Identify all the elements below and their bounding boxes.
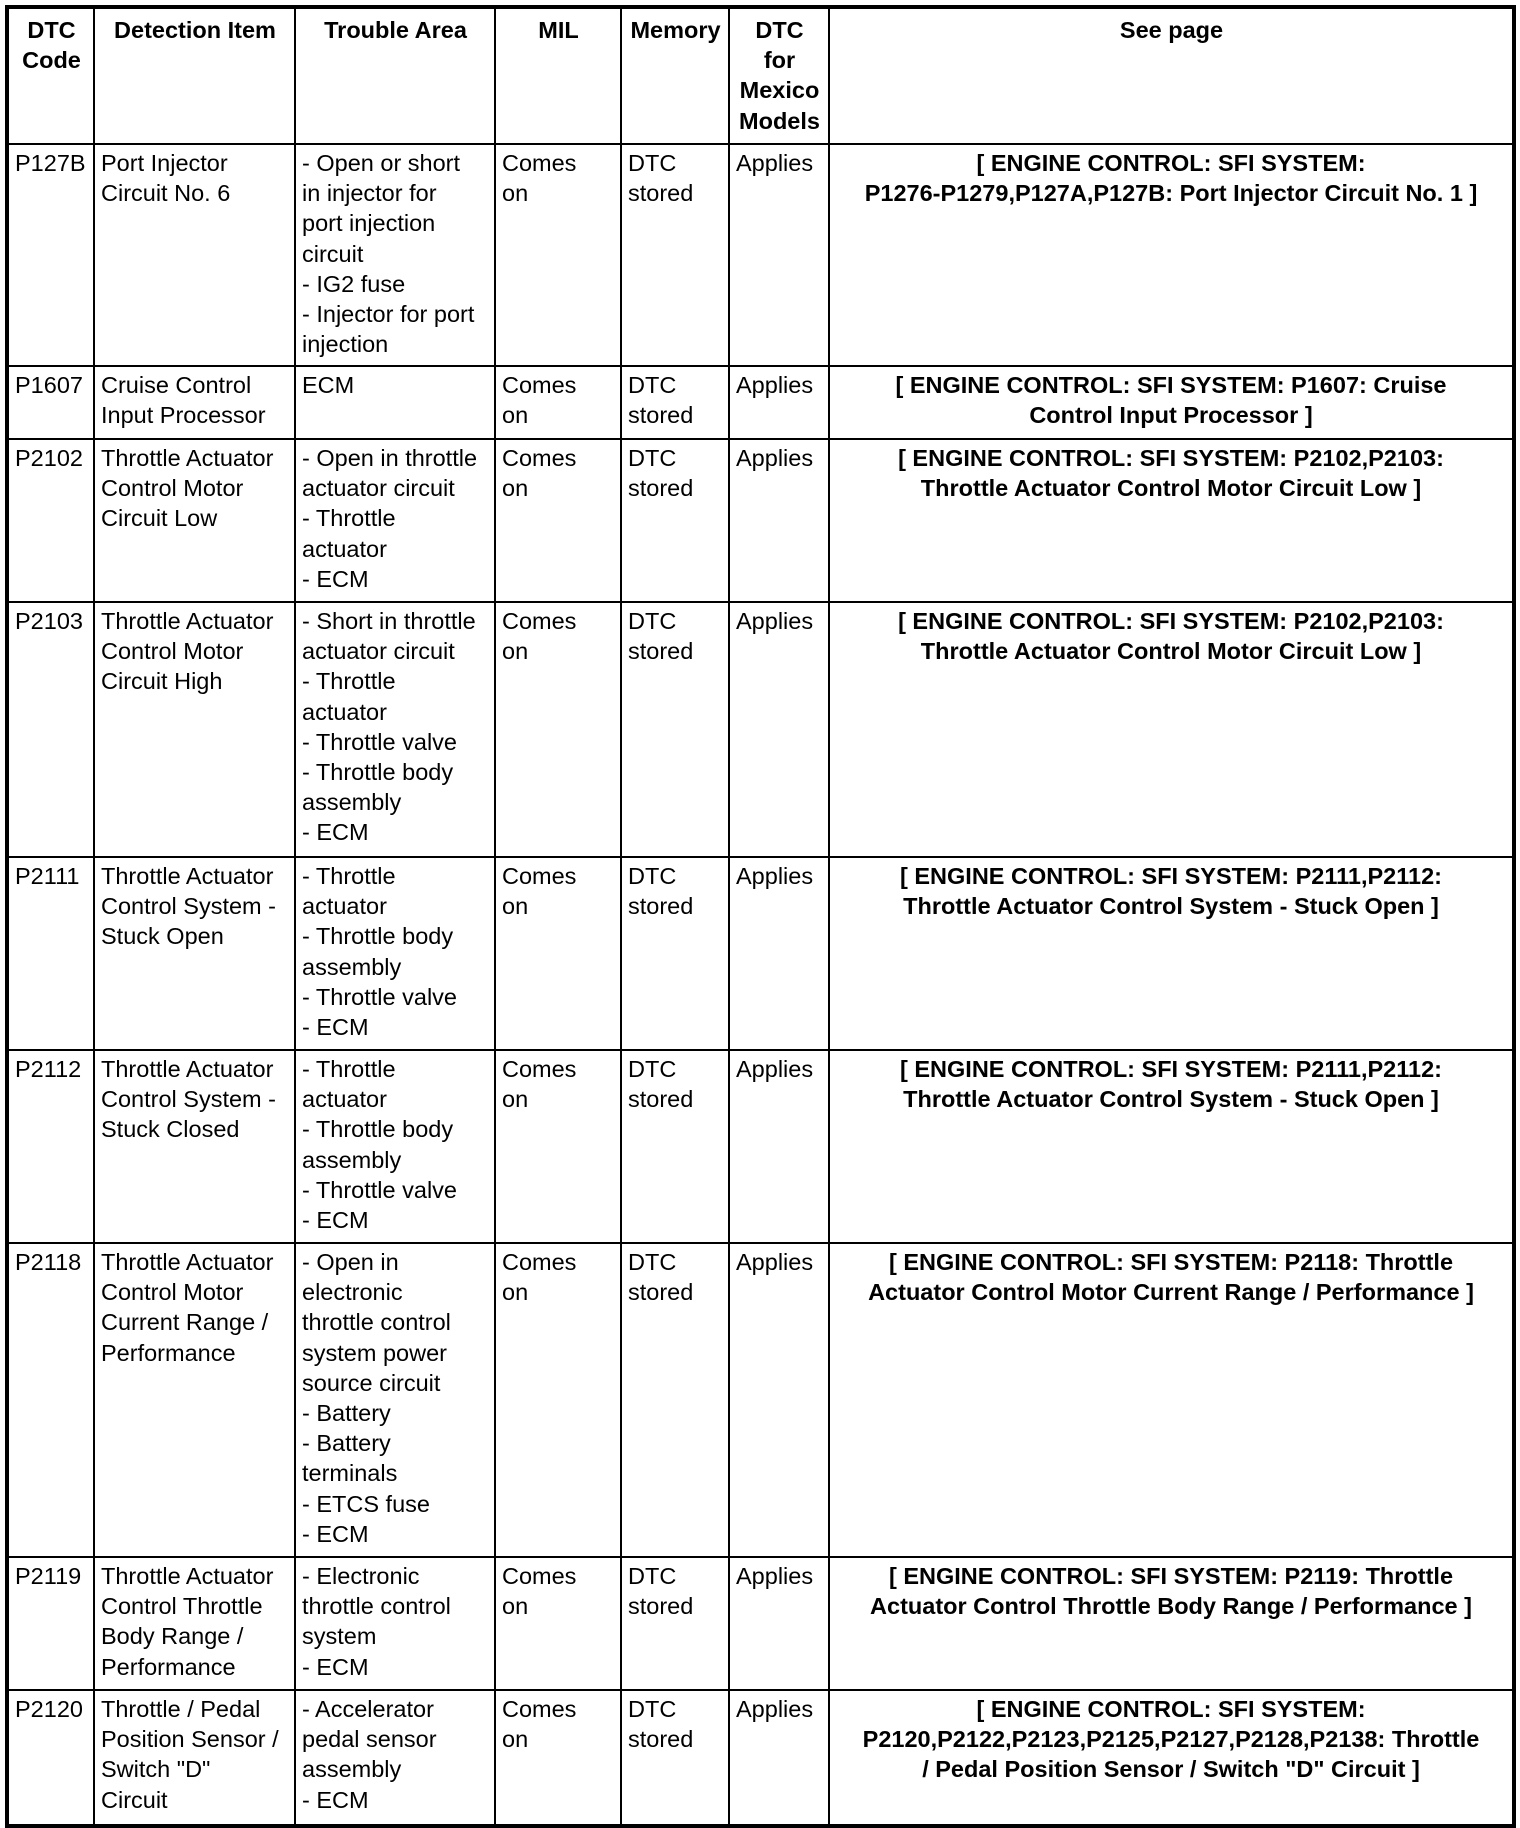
memory-cell	[621, 439, 729, 602]
cell-line: stored	[628, 893, 694, 920]
cell-line: - Short in throttle	[302, 608, 476, 634]
cell-line: P2120,P2122,P2123,P2125,P2127,P2128,P2138: Throttle	[862, 1726, 1480, 1753]
cell-line: Performance	[101, 1339, 236, 1366]
cell-line: - Battery	[302, 1400, 391, 1427]
detection-item-cell	[94, 439, 295, 602]
cell-line: Performance	[101, 1653, 236, 1680]
cell-line: - Throttle	[302, 863, 396, 889]
cell-line: Control Motor	[101, 1279, 244, 1306]
cell-line: Circuit High	[101, 668, 223, 695]
cell-line: DTC	[628, 150, 677, 176]
cell-line: Stuck Closed	[101, 1116, 240, 1143]
cell-line: stored	[628, 402, 694, 429]
cell-line: - ECM	[302, 565, 369, 592]
cell-line: actuator	[302, 698, 387, 725]
header-memory	[621, 7, 729, 144]
cell-line: Control System -	[101, 893, 276, 920]
cell-line: Throttle Actuator	[101, 608, 274, 634]
see-page-link[interactable]	[829, 366, 1514, 439]
cell-line: DTC	[628, 372, 677, 398]
mexico-cell: Applies	[729, 366, 829, 439]
cell-line: Mexico	[739, 77, 820, 104]
dtc-code-cell: P2120	[7, 1690, 94, 1826]
dtc-code-cell: P2111	[7, 857, 94, 1050]
dtc-code-cell: P2119	[7, 1557, 94, 1690]
cell-line: actuator	[302, 893, 387, 920]
cell-line: Cruise Control	[101, 372, 252, 398]
see-page-link[interactable]	[829, 602, 1514, 857]
cell-line: [ ENGINE CONTROL: SFI SYSTEM: P2119: Throttle	[888, 1563, 1454, 1589]
mil-cell	[495, 1690, 621, 1826]
cell-line: - Open in	[302, 1249, 399, 1275]
mil-cell	[495, 439, 621, 602]
table-row	[7, 144, 1514, 366]
cell-line: Control Motor	[101, 638, 244, 665]
cell-line: DTC	[628, 863, 677, 889]
cell-line: [ ENGINE CONTROL: SFI SYSTEM: P2111,P2112:	[900, 863, 1442, 889]
detection-item-cell	[94, 1690, 295, 1826]
cell-line: port injection	[302, 210, 436, 237]
mexico-cell: Applies	[729, 1557, 829, 1690]
cell-line: assembly	[302, 789, 402, 816]
cell-line: Actuator Control Motor Current Range / Performance ]	[868, 1279, 1474, 1306]
detection-item-cell	[94, 144, 295, 366]
cell-line: DTC	[755, 17, 804, 43]
cell-line: Throttle / Pedal	[101, 1696, 261, 1722]
header-dtc-mexico	[729, 7, 829, 144]
cell-line: - ECM	[302, 1014, 369, 1041]
cell-line: ECM	[302, 372, 355, 398]
table-row	[7, 1050, 1514, 1243]
mexico-cell: Applies	[729, 1050, 829, 1243]
mil-cell	[495, 366, 621, 439]
cell-line: Throttle Actuator Control System - Stuck Open ]	[903, 893, 1439, 920]
cell-line: - Injector for port	[302, 301, 475, 328]
cell-line: - Open in throttle	[302, 445, 478, 471]
cell-line: [ ENGINE CONTROL: SFI SYSTEM: P2102,P2103:	[898, 608, 1444, 634]
detection-item-cell	[94, 1557, 295, 1690]
cell-line: [ ENGINE CONTROL: SFI SYSTEM:	[976, 1696, 1366, 1722]
cell-line: Control Motor	[101, 475, 244, 502]
cell-line: Trouble Area	[324, 17, 467, 43]
cell-line: assembly	[302, 1756, 402, 1783]
cell-line: assembly	[302, 953, 402, 980]
dtc-code-cell: P2103	[7, 602, 94, 857]
cell-line: [ ENGINE CONTROL: SFI SYSTEM: P2111,P2112:	[900, 1056, 1442, 1082]
see-page-link[interactable]	[829, 1557, 1514, 1690]
cell-line: on	[502, 1726, 529, 1753]
cell-line: stored	[628, 475, 694, 502]
cell-line: Control Input Processor ]	[1029, 402, 1313, 429]
cell-line: - ECM	[302, 819, 369, 846]
header-dtc-code	[7, 7, 94, 144]
trouble-area-cell	[295, 366, 495, 439]
trouble-area-cell	[295, 1690, 495, 1826]
mil-cell	[495, 1050, 621, 1243]
cell-line: Detection Item	[114, 17, 276, 43]
header-detection-item	[94, 7, 295, 144]
table-row	[7, 1243, 1514, 1557]
memory-cell	[621, 144, 729, 366]
cell-line: Port Injector	[101, 150, 228, 176]
cell-line: - Throttle body	[302, 759, 454, 786]
cell-line: Stuck Open	[101, 923, 224, 950]
dtc-code-cell: P1607	[7, 366, 94, 439]
header-trouble-area	[295, 7, 495, 144]
cell-line: Comes	[502, 608, 577, 634]
cell-line: on	[502, 402, 529, 429]
cell-line: Throttle Actuator	[101, 1249, 274, 1275]
see-page-link[interactable]	[829, 857, 1514, 1050]
cell-line: stored	[628, 1279, 694, 1306]
cell-line: Current Range /	[101, 1309, 269, 1336]
header-row	[7, 7, 1514, 144]
cell-line: MIL	[538, 17, 579, 43]
cell-line: DTC	[628, 608, 677, 634]
cell-line: system power	[302, 1339, 447, 1366]
cell-line: stored	[628, 1593, 694, 1620]
see-page-link[interactable]	[829, 1690, 1514, 1826]
cell-line: Circuit No. 6	[101, 180, 231, 207]
cell-line: Circuit Low	[101, 505, 218, 532]
memory-cell	[621, 857, 729, 1050]
memory-cell	[621, 1557, 729, 1690]
cell-line: - ECM	[302, 1520, 369, 1547]
cell-line: Control Throttle	[101, 1593, 263, 1620]
cell-line: DTC	[628, 1249, 677, 1275]
cell-line: [ ENGINE CONTROL: SFI SYSTEM: P2102,P2103:	[898, 445, 1444, 471]
detection-item-cell	[94, 602, 295, 857]
cell-line: DTC	[628, 1563, 677, 1589]
cell-line: Throttle Actuator	[101, 863, 274, 889]
cell-line: actuator	[302, 535, 387, 562]
cell-line: - Throttle valve	[302, 983, 457, 1010]
cell-line: terminals	[302, 1460, 398, 1487]
detection-item-cell	[94, 1050, 295, 1243]
cell-line: system	[302, 1623, 377, 1650]
cell-line: circuit	[302, 240, 364, 267]
cell-line: [ ENGINE CONTROL: SFI SYSTEM: P2118: Throttle	[888, 1249, 1454, 1275]
table-row	[7, 439, 1514, 602]
cell-line: Comes	[502, 445, 577, 471]
cell-line: Position Sensor /	[101, 1726, 279, 1753]
see-page-link[interactable]	[829, 1243, 1514, 1557]
cell-line: Code	[22, 47, 81, 74]
cell-line: [ ENGINE CONTROL: SFI SYSTEM: P1607: Cruise	[895, 372, 1447, 398]
see-page-link[interactable]	[829, 439, 1514, 602]
dtc-table	[5, 5, 1516, 1828]
cell-line: DTC	[628, 445, 677, 471]
cell-line: stored	[628, 180, 694, 207]
dtc-code-cell: P127B	[7, 144, 94, 366]
cell-line: - Battery	[302, 1430, 391, 1457]
cell-line: DTC	[27, 17, 76, 43]
trouble-area-cell	[295, 439, 495, 602]
cell-line: actuator circuit	[302, 475, 455, 502]
cell-line: actuator	[302, 1086, 387, 1113]
cell-line: - Throttle	[302, 1056, 396, 1082]
cell-line: Models	[739, 107, 820, 134]
cell-line: Memory	[630, 17, 721, 43]
trouble-area-cell	[295, 602, 495, 857]
cell-line: Throttle Actuator Control Motor Circuit Low ]	[920, 638, 1422, 665]
cell-line: Switch "D"	[101, 1756, 211, 1783]
cell-line: Input Processor	[101, 402, 266, 429]
cell-line: - Throttle	[302, 668, 396, 695]
memory-cell	[621, 1050, 729, 1243]
memory-cell	[621, 1243, 729, 1557]
cell-line: actuator circuit	[302, 638, 455, 665]
mexico-cell: Applies	[729, 439, 829, 602]
memory-cell	[621, 1690, 729, 1826]
cell-line: / Pedal Position Sensor / Switch "D" Circuit ]	[922, 1756, 1420, 1783]
cell-line: throttle control	[302, 1309, 451, 1336]
cell-line: on	[502, 638, 529, 665]
cell-line: Comes	[502, 1696, 577, 1722]
cell-line: Throttle Actuator Control Motor Circuit Low ]	[920, 475, 1422, 502]
cell-line: - ECM	[302, 1207, 369, 1234]
cell-line: - ECM	[302, 1786, 369, 1813]
cell-line: - Throttle valve	[302, 728, 457, 755]
cell-line: - Throttle body	[302, 1116, 454, 1143]
cell-line: DTC	[628, 1696, 677, 1722]
trouble-area-cell	[295, 1557, 495, 1690]
header-mil	[495, 7, 621, 144]
cell-line: pedal sensor	[302, 1726, 437, 1753]
trouble-area-cell	[295, 857, 495, 1050]
cell-line: Comes	[502, 150, 577, 176]
cell-line: Comes	[502, 1563, 577, 1589]
cell-line: Throttle Actuator	[101, 1056, 274, 1082]
cell-line: in injector for	[302, 180, 437, 207]
cell-line: [ ENGINE CONTROL: SFI SYSTEM:	[976, 150, 1366, 176]
cell-line: stored	[628, 1086, 694, 1113]
cell-line: Comes	[502, 372, 577, 398]
table-row	[7, 857, 1514, 1050]
header-see-page	[829, 7, 1514, 144]
cell-line: on	[502, 1086, 529, 1113]
mil-cell	[495, 144, 621, 366]
cell-line: Throttle Actuator Control System - Stuck Open ]	[903, 1086, 1439, 1113]
cell-line: Throttle Actuator	[101, 445, 274, 471]
memory-cell	[621, 602, 729, 857]
table-row	[7, 602, 1514, 857]
memory-cell	[621, 366, 729, 439]
mexico-cell: Applies	[729, 602, 829, 857]
cell-line: - Electronic	[302, 1563, 420, 1589]
cell-line: for	[763, 47, 796, 74]
detection-item-cell	[94, 366, 295, 439]
table-row	[7, 1557, 1514, 1690]
cell-line: on	[502, 893, 529, 920]
table-row	[7, 1690, 1514, 1826]
see-page-link[interactable]	[829, 1050, 1514, 1243]
cell-line: Throttle Actuator	[101, 1563, 274, 1589]
cell-line: on	[502, 1279, 529, 1306]
cell-line: Body Range /	[101, 1623, 244, 1650]
mexico-cell: Applies	[729, 857, 829, 1050]
cell-line: on	[502, 180, 529, 207]
trouble-area-cell	[295, 144, 495, 366]
cell-line: - Throttle	[302, 505, 396, 532]
cell-line: P1276-P1279,P127A,P127B: Port Injector Circuit No. 1 ]	[864, 180, 1478, 207]
cell-line: on	[502, 475, 529, 502]
mil-cell	[495, 857, 621, 1050]
mexico-cell: Applies	[729, 144, 829, 366]
mil-cell	[495, 1557, 621, 1690]
cell-line: stored	[628, 638, 694, 665]
mil-cell	[495, 1243, 621, 1557]
cell-line: on	[502, 1593, 529, 1620]
cell-line: See page	[1119, 17, 1224, 43]
detection-item-cell	[94, 857, 295, 1050]
mexico-cell: Applies	[729, 1690, 829, 1826]
cell-line: throttle control	[302, 1593, 451, 1620]
trouble-area-cell	[295, 1243, 495, 1557]
dtc-code-cell: P2118	[7, 1243, 94, 1557]
cell-line: Comes	[502, 1249, 577, 1275]
table-body	[7, 144, 1514, 1826]
cell-line: - Throttle body	[302, 923, 454, 950]
dtc-code-cell: P2112	[7, 1050, 94, 1243]
cell-line: DTC	[628, 1056, 677, 1082]
cell-line: Comes	[502, 1056, 577, 1082]
mil-cell	[495, 602, 621, 857]
cell-line: Actuator Control Throttle Body Range / Performance ]	[870, 1593, 1472, 1620]
see-page-link[interactable]	[829, 144, 1514, 366]
mexico-cell: Applies	[729, 1243, 829, 1557]
cell-line: source circuit	[302, 1369, 441, 1396]
dtc-code-cell: P2102	[7, 439, 94, 602]
cell-line: electronic	[302, 1279, 403, 1306]
cell-line: - ECM	[302, 1653, 369, 1680]
cell-line: Comes	[502, 863, 577, 889]
cell-line: Control System -	[101, 1086, 276, 1113]
cell-line: - Throttle valve	[302, 1176, 457, 1203]
cell-line: stored	[628, 1726, 694, 1753]
trouble-area-cell	[295, 1050, 495, 1243]
cell-line: injection	[302, 331, 389, 358]
table-row	[7, 366, 1514, 439]
detection-item-cell	[94, 1243, 295, 1557]
cell-line: assembly	[302, 1146, 402, 1173]
cell-line: - ETCS fuse	[302, 1490, 430, 1517]
cell-line: Circuit	[101, 1786, 168, 1813]
cell-line: - Accelerator	[302, 1696, 434, 1722]
cell-line: - Open or short	[302, 150, 461, 176]
cell-line: - IG2 fuse	[302, 270, 406, 297]
